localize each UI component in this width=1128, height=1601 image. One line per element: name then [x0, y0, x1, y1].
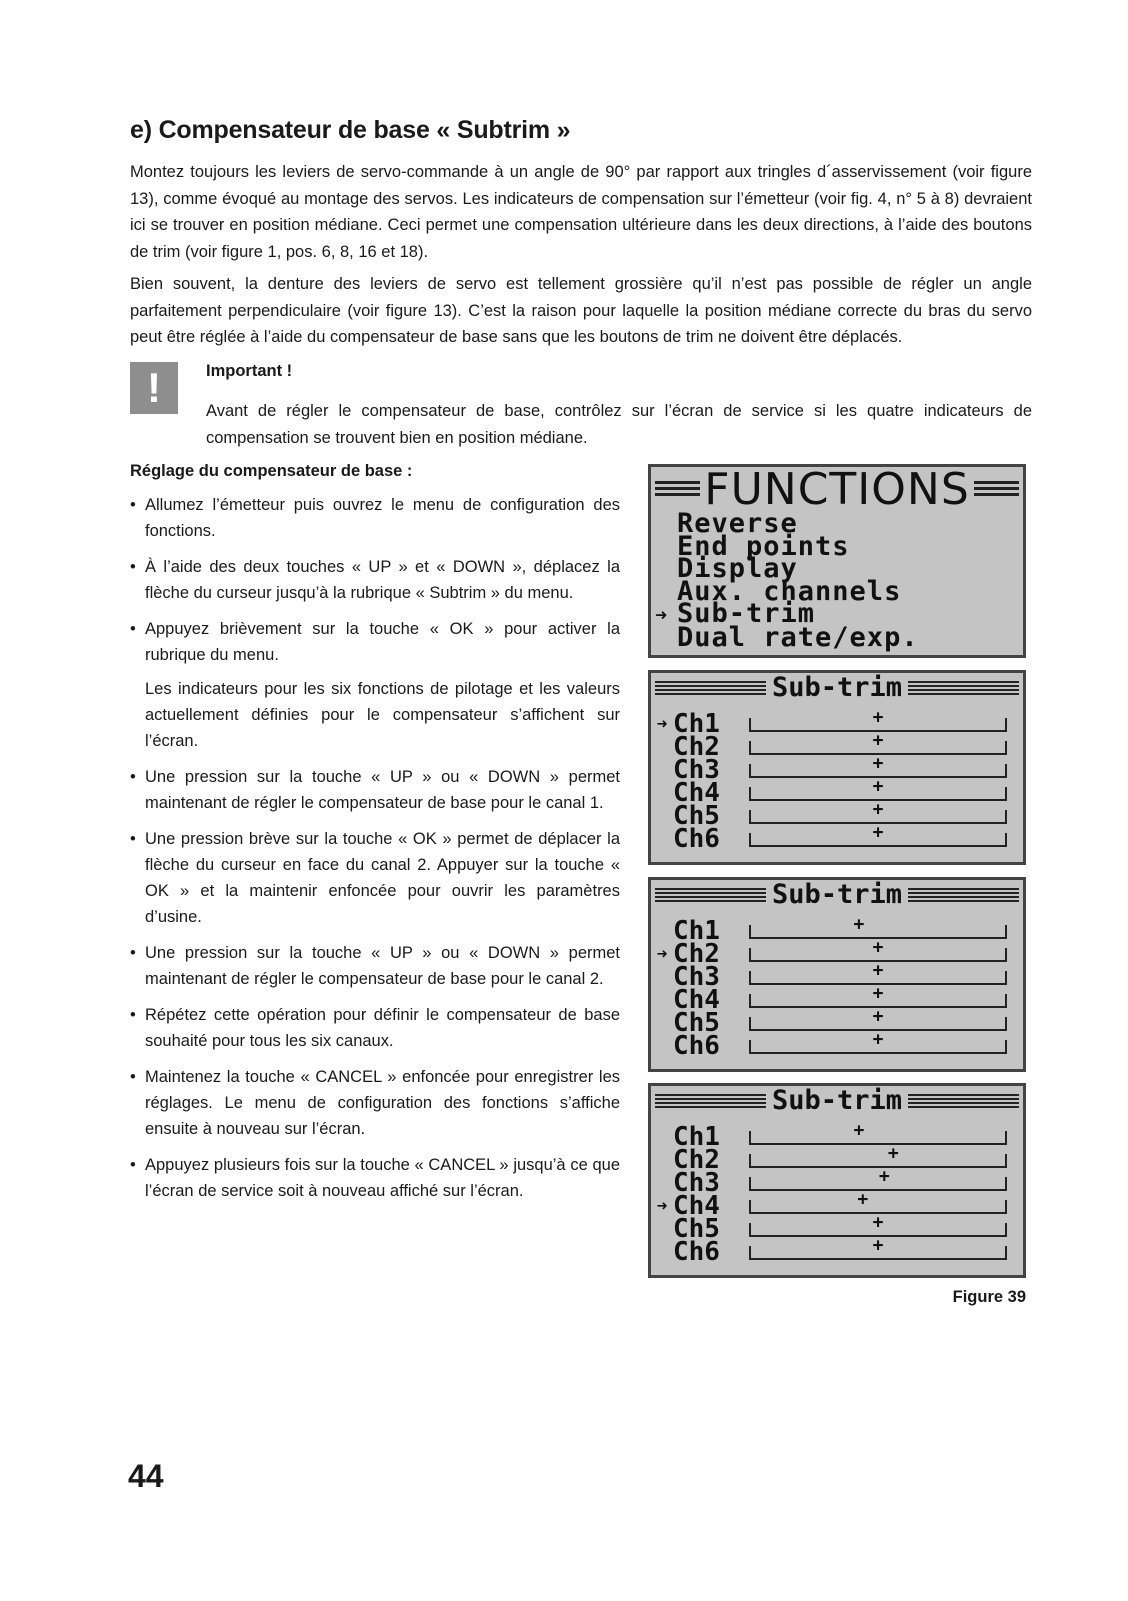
warning-exclamation-icon: !: [130, 362, 178, 414]
subtrim-screen: [648, 1083, 1026, 1278]
functions-menu: [651, 508, 1023, 653]
functions-title: FUNCTIONS: [704, 464, 970, 515]
header-bars: [974, 481, 1019, 499]
arrow-right-icon: ➜: [656, 1196, 668, 1217]
trim-indicator-bar: [749, 1234, 1007, 1260]
channel-label: Ch5: [673, 1214, 720, 1244]
channel-label: Ch1: [673, 916, 720, 946]
channel-label: Ch1: [673, 1122, 720, 1152]
trim-marker: +: [872, 821, 884, 843]
channel-label: Ch5: [673, 801, 720, 831]
figure-caption: Figure 39: [952, 1288, 1026, 1306]
arrow-right-icon: ➜: [655, 603, 669, 627]
trim-marker: +: [872, 1211, 884, 1233]
step-item: • Une pression sur la touche « UP » ou « DOWN » permet maintenant de régler le compensateur de base pour le canal 2.: [130, 940, 620, 992]
trim-marker: +: [872, 959, 884, 981]
channel-label: Ch4: [673, 1191, 720, 1221]
trim-marker: +: [872, 1005, 884, 1027]
subtrim-header: [651, 1086, 1023, 1116]
trim-indicator-bar: [749, 1165, 1007, 1191]
subtrim-screen: [648, 877, 1026, 1072]
header-bars: [908, 1094, 1019, 1108]
trim-marker: +: [872, 1234, 884, 1256]
channel-label: Ch6: [673, 1237, 720, 1267]
explanation-paragraph: Bien souvent, la denture des leviers de servo est tellement grossière qu’il n’est pas possible de régler un angle parfaitement perpendiculaire (voir figure 13). C’est la raison pour laquelle la position médiane correcte du bras du servo peut être réglée à l’aide du compensateur de base sans que les boutons de trim ne doivent être déplacés.: [130, 275, 1032, 346]
header-bars: [908, 888, 1019, 902]
channel-row: [651, 821, 1023, 854]
header-bars: [655, 888, 766, 902]
functions-screen: [648, 464, 1026, 658]
channel-list: [651, 913, 1023, 1061]
trim-marker: +: [872, 752, 884, 774]
channel-label: Ch3: [673, 1168, 720, 1198]
channel-row: [651, 1234, 1023, 1267]
menu-item-label: Reverse: [677, 508, 798, 539]
trim-indicator-bar: [749, 821, 1007, 847]
trim-marker: +: [872, 936, 884, 958]
trim-marker: +: [887, 1142, 899, 1164]
menu-item-label: End points: [677, 530, 850, 562]
channel-list: [651, 1119, 1023, 1267]
page-title: e) Compensateur de base « Subtrim »: [130, 116, 571, 144]
trim-marker: +: [872, 798, 884, 820]
step-item: • Appuyez brièvement sur la touche « OK » pour activer la rubrique du menu.: [130, 616, 620, 668]
channel-label: Ch2: [673, 1145, 720, 1175]
menu-item: [655, 621, 1023, 653]
menu-item-label: Dual rate/exp.: [677, 621, 919, 653]
step-item: • Allumez l’émetteur puis ouvrez le menu de configuration des fonctions.: [130, 492, 620, 544]
header-bars: [655, 681, 766, 695]
channel-list: [651, 706, 1023, 854]
step-item: • À l’aide des deux touches « UP » et « DOWN », déplacez la flèche du curseur jusqu’à la rubrique « Subtrim » du menu.: [130, 554, 620, 606]
channel-label: Ch2: [673, 732, 720, 762]
channel-label: Ch5: [673, 1008, 720, 1038]
channel-row: [651, 1028, 1023, 1061]
trim-marker: +: [872, 729, 884, 751]
channel-label: Ch6: [673, 824, 720, 854]
trim-marker: +: [878, 1165, 890, 1187]
important-title: Important !: [206, 362, 293, 380]
menu-item-label: Aux. channels: [677, 575, 902, 607]
arrow-right-icon: ➜: [656, 714, 668, 735]
steps-list: [130, 492, 620, 1214]
trim-marker: +: [872, 1028, 884, 1050]
menu-item-label: Sub-trim: [677, 598, 816, 629]
step-item: • Maintenez la touche « CANCEL » enfoncée pour enregistrer les réglages. Le menu de configuration des fonctions s’affiche ensuite à nouveau sur l’écran.: [130, 1064, 620, 1142]
trim-marker: +: [853, 913, 865, 935]
trim-marker: +: [872, 775, 884, 797]
header-bars: [908, 681, 1019, 695]
trim-marker: +: [857, 1188, 869, 1210]
subtrim-screen: [648, 670, 1026, 865]
subtrim-title: Sub-trim: [771, 879, 903, 910]
step-note: Les indicateurs pour les six fonctions de pilotage et les valeurs actuellement définies pour le compensateur s’affichent sur l’écran.: [145, 680, 620, 750]
subtrim-title: Sub-trim: [771, 1085, 903, 1116]
trim-marker: +: [853, 1119, 865, 1141]
channel-label: Ch3: [673, 962, 720, 992]
page-number: 44: [128, 1458, 164, 1494]
section-heading: Réglage du compensateur de base :: [130, 462, 413, 480]
subtrim-header: [651, 673, 1023, 703]
menu-item-label: Display: [677, 553, 798, 584]
intro-paragraph: Montez toujours les leviers de servo-commande à un angle de 90° par rapport aux tringles d´asservissement (voir figure 13), comme évoqué au montage des servos. Les indicateurs de compensation sur l’émetteur (voir fig. 4, n° 5 à 8) devraient ici se trouver en position médiane. Ceci permet une compensation ultérieure dans les deux directions, à l’aide des boutons de trim (voir figure 1, pos. 6, 8, 16 et 18).: [130, 163, 1032, 261]
arrow-right-icon: ➜: [656, 944, 668, 965]
channel-label: Ch3: [673, 755, 720, 785]
step-item: • Une pression sur la touche « UP » ou « DOWN » permet maintenant de régler le compensateur de base pour le canal 1.: [130, 764, 620, 816]
subtrim-header: [651, 880, 1023, 910]
channel-label: Ch1: [673, 709, 720, 739]
channel-label: Ch4: [673, 778, 720, 808]
channel-label: Ch6: [673, 1031, 720, 1061]
functions-header: [651, 464, 1023, 515]
step-item: • Appuyez plusieurs fois sur la touche « CANCEL » jusqu’à ce que l’écran de service soit à nouveau affiché sur l’écran.: [130, 1152, 620, 1204]
step-item: • Répétez cette opération pour définir le compensateur de base souhaité pour tous les six canaux.: [130, 1002, 620, 1054]
important-text: Avant de régler le compensateur de base, contrôlez sur l’écran de service si les quatre indicateurs de compensation se trouvent bien en position médiane.: [206, 402, 1032, 447]
channel-label: Ch4: [673, 985, 720, 1015]
channel-label: Ch2: [673, 939, 720, 969]
trim-indicator-bar: [749, 1119, 1007, 1145]
subtrim-title: Sub-trim: [771, 672, 903, 703]
header-bars: [655, 1094, 766, 1108]
trim-indicator-bar: [749, 1028, 1007, 1054]
trim-marker: +: [872, 706, 884, 728]
step-item: • Une pression brève sur la touche « OK » permet de déplacer la flèche du curseur en face du canal 2. Appuyer sur la touche « OK » et la maintenir enfoncée pour ouvrir les paramètres d’usine.: [130, 826, 620, 930]
header-bars: [655, 481, 700, 499]
trim-marker: +: [872, 982, 884, 1004]
